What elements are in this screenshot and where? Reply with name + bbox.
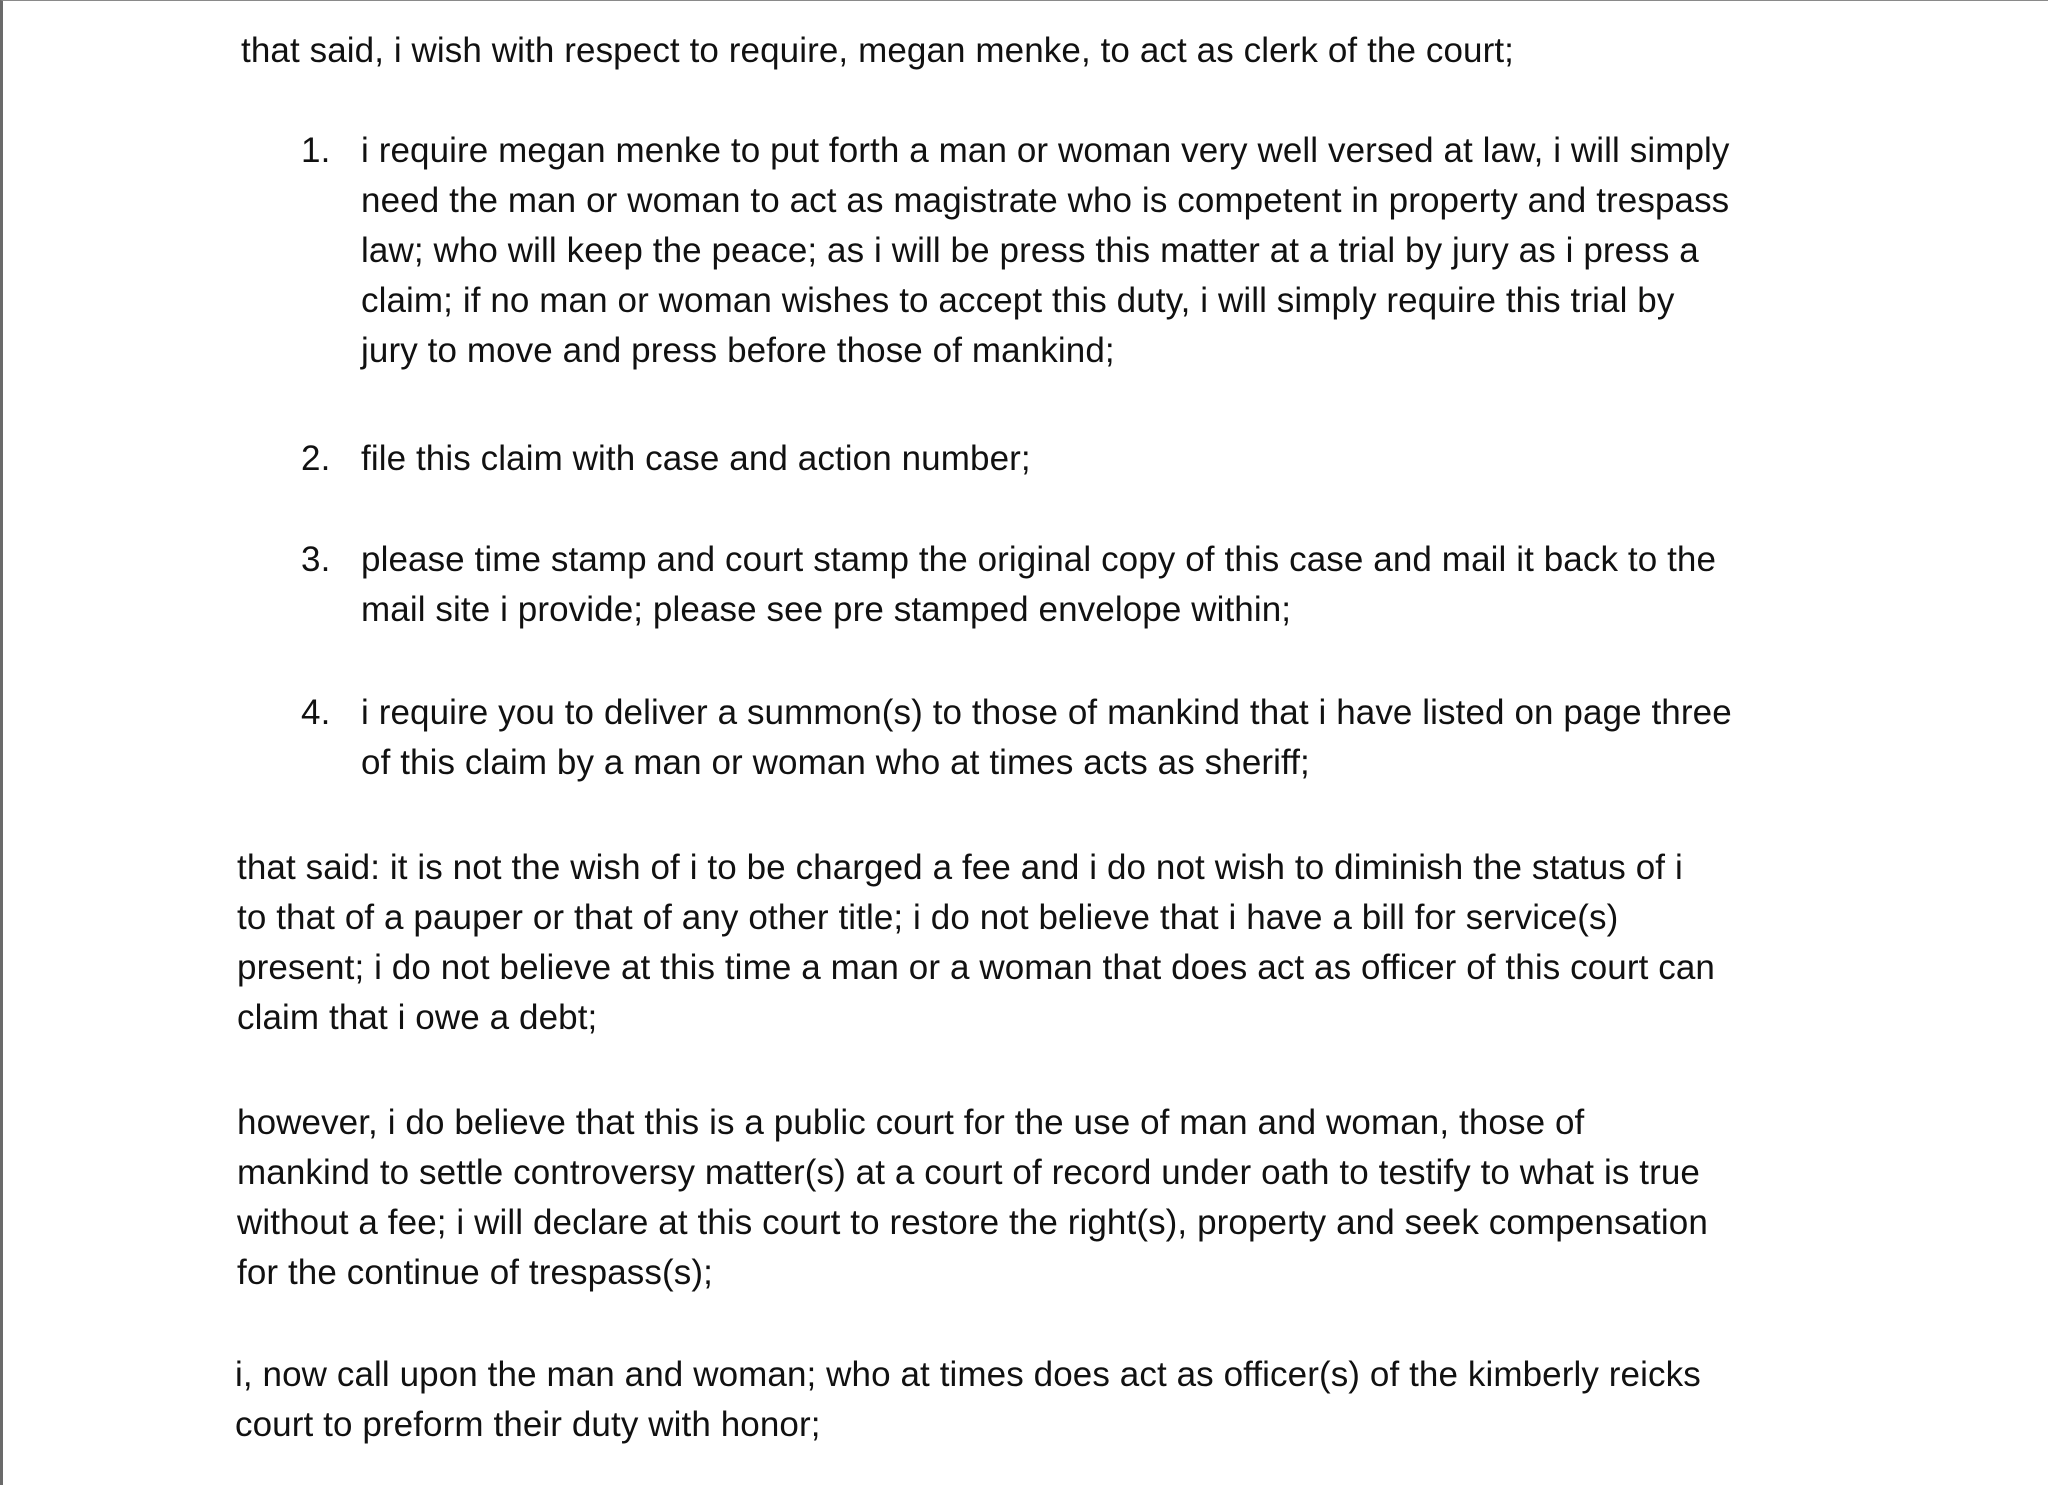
list-item-text — [361, 126, 1730, 376]
paragraph-line: however, i do believe that this is a public court for the use of man and woman, those of — [237, 1103, 1585, 1142]
paragraph-line: claim that i owe a debt; — [237, 998, 598, 1037]
list-item-text — [361, 535, 1716, 635]
list-item-line: i require you to deliver a summon(s) to those of mankind that i have listed on page three — [361, 693, 1732, 732]
closing-paragraph — [235, 1350, 1701, 1450]
list-item-2 — [301, 434, 1881, 484]
paragraph-line: for the continue of trespass(s); — [237, 1253, 713, 1292]
list-item-line: of this claim by a man or woman who at times acts as sheriff; — [361, 743, 1310, 782]
list-item-line: law; who will keep the peace; as i will be press this matter at a trial by jury as i press a — [361, 231, 1699, 270]
list-item-line: jury to move and press before those of mankind; — [361, 331, 1115, 370]
list-item-text — [361, 434, 1031, 484]
intro-line: that said, i wish with respect to require, megan menke, to act as clerk of the court; — [241, 31, 1514, 70]
paragraph-line: i, now call upon the man and woman; who at times does act as officer(s) of the kimberly reicks — [235, 1355, 1701, 1394]
list-item-line: claim; if no man or woman wishes to accept this duty, i will simply require this trial by — [361, 281, 1675, 320]
list-item-1 — [301, 126, 1881, 376]
intro-paragraph — [241, 26, 1514, 76]
paragraph-line: without a fee; i will declare at this court to restore the right(s), property and seek compensation — [237, 1203, 1708, 1242]
list-item-3 — [301, 535, 1881, 635]
paragraph-line: mankind to settle controversy matter(s) at a court of record under oath to testify to what is true — [237, 1153, 1700, 1192]
list-item-line: file this claim with case and action number; — [361, 439, 1031, 478]
paragraph-line: that said: it is not the wish of i to be charged a fee and i do not wish to diminish the status of i — [237, 848, 1683, 887]
list-item-line: mail site i provide; please see pre stamped envelope within; — [361, 590, 1292, 629]
list-item-line: need the man or woman to act as magistrate who is competent in property and trespass — [361, 181, 1730, 220]
paragraph-line: present; i do not believe at this time a man or a woman that does act as officer of this court can — [237, 948, 1715, 987]
list-item-4 — [301, 688, 1881, 788]
list-item-number: 3. — [301, 540, 331, 579]
list-item-number: 1. — [301, 131, 331, 170]
list-item-line: please time stamp and court stamp the original copy of this case and mail it back to the — [361, 540, 1717, 579]
list-item-number: 4. — [301, 693, 331, 732]
court-paragraph — [237, 1098, 1708, 1298]
list-item-text — [361, 688, 1732, 788]
paragraph-line: court to preform their duty with honor; — [235, 1405, 821, 1444]
fee-paragraph — [237, 843, 1715, 1043]
paragraph-line: to that of a pauper or that of any other title; i do not believe that i have a bill for service(s) — [237, 898, 1619, 937]
list-item-line: i require megan menke to put forth a man or woman very well versed at law, i will simply — [361, 131, 1730, 170]
list-item-number: 2. — [301, 439, 331, 478]
